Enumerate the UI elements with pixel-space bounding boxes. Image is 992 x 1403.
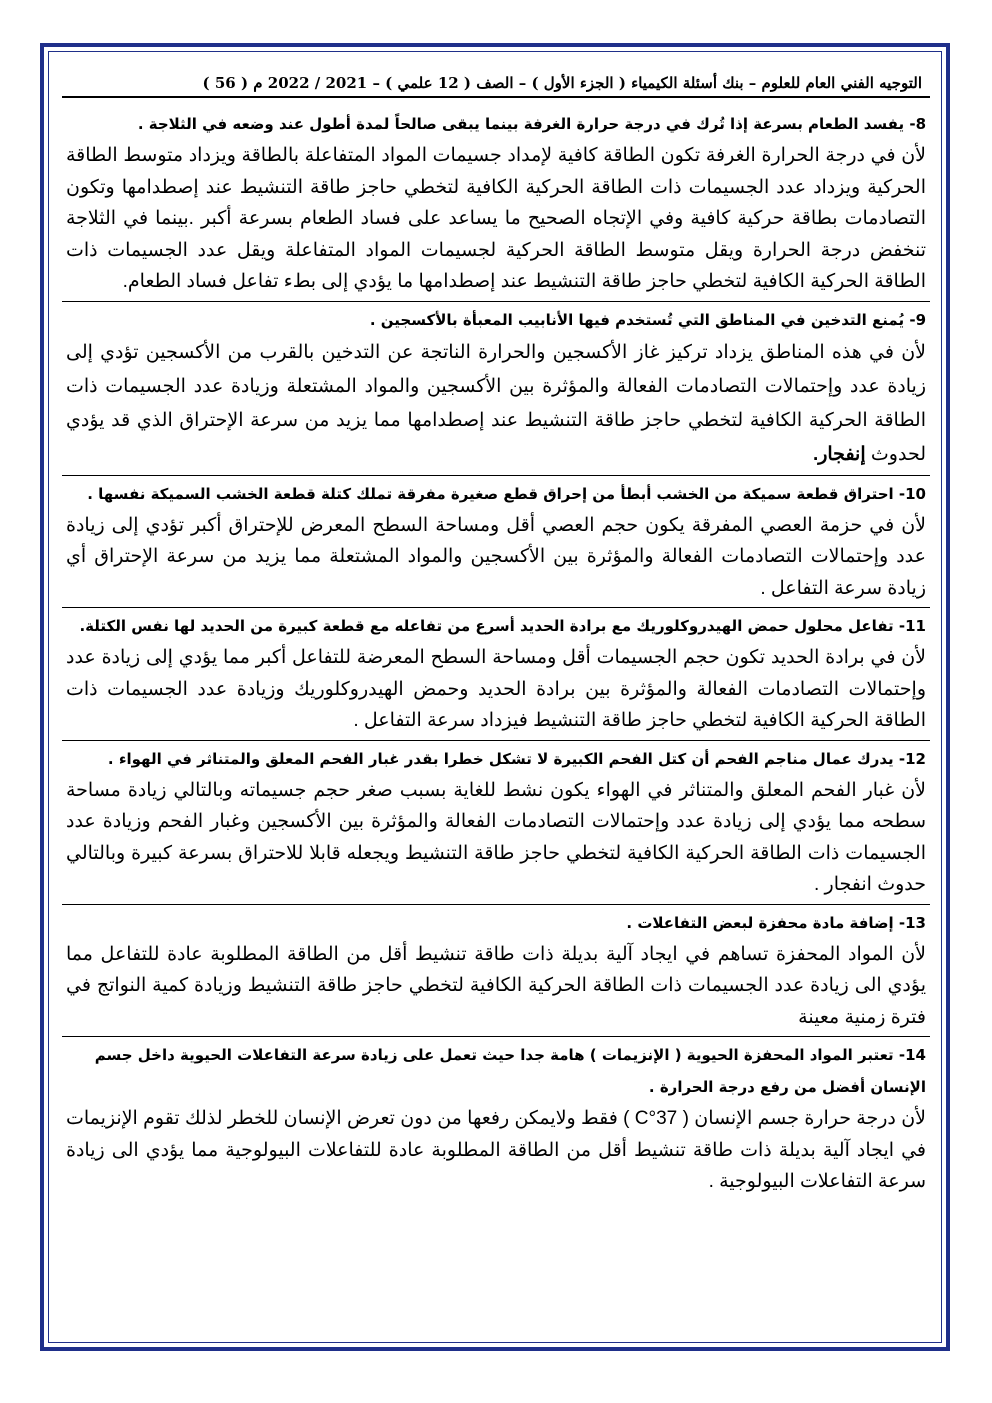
question-10: 10- احتراق قطعة سميكة من الخشب أبطأ من إحراق قطع صغيرة مفرقة تملك كتلة قطعة الخشب السميكة نفسها . — [87, 484, 926, 503]
divider — [62, 475, 930, 476]
answer-9-end: إنفجار. — [812, 443, 866, 465]
document-page — [62, 62, 930, 1198]
question-9: 9- يُمنع التدخين في المناطق التي تُستخدم فيها الأنابيب المعبأة بالأكسجين . — [369, 310, 926, 329]
answer-8: لأن في درجة الحرارة الغرفة تكون الطاقة كافية لإمداد جسيمات المواد المتفاعلة بالطاقة ويزداد متوسط الطاقة الحركية ويزداد عدد الجسيمات ذات الطاقة الحركية الكافية لتخطي حاجز طاقة التنشيط عند إصطدامها وتكون التصادمات بطاقة حركية كافية وفي الإتجاه الصحيح ما يساعد على فساد الطعام بسرعة أكبر .بينما في الثلاجة تنخفض درجة الحرارة ويقل متوسط الطاقة الحركية لجسيمات المواد المتفاعلة ويقل عدد الجسيمات ذات الطاقة الحركية الكافية لتخطي حاجز طاقة التنشيط عند إصطدامها ما يؤدي إلى بطء تفاعل فساد الطعام. — [66, 145, 926, 292]
answer-14: لأن درجة حرارة جسم الإنسان ( 37°C ) فقط ولايمكن رفعها من دون تعرض الإنسان للخطر لذلك تقوم الإنزيمات في ايجاد آلية بديلة ذات طاقة تنشيط أقل من الطاقة المطلوبة عادة للتفاعلات البيولوجية مما يؤدي الى زيادة سرعة التفاعلات البيولوجية . — [66, 1108, 926, 1192]
answer-9-text: لأن في هذه المناطق يزداد تركيز غاز الأكسجين والحرارة الناتجة عن التدخين بالقرب من الأكسجين تؤدي إلى زيادة عدد وإحتمالات التصادمات الفعالة والمؤثرة بين الأكسجين والمواد المشتعلة وزيادة عدد الجسيمات ذات الطاقة الحركية الكافية لتخطي حاجز طاقة التنشيط عند إصطدامها مما يزيد من سرعة الإحتراق الذي قد يؤدي لحدوث — [66, 341, 926, 465]
question-12: 12- يدرك عمال مناجم الفحم أن كتل الفحم الكبيرة لا تشكل خطرا بقدر غبار الفحم المعلق والمتناثر في الهواء . — [107, 749, 926, 768]
divider — [62, 1036, 930, 1037]
question-14: 14- تعتبر المواد المحفزة الحيوية ( الإنزيمات ) هامة جدا حيث تعمل على زيادة سرعة التفاعلات الحيوية داخل جسم الإنسان أفضل من رفع درجة الحرارة . — [94, 1046, 926, 1096]
answer-13: لأن المواد المحفزة تساهم في ايجاد آلية بديلة ذات طاقة تنشيط أقل من الطاقة المطلوبة عادة للتفاعل مما يؤدي الى زيادة عدد الجسيمات ذات الطاقة الحركية الكافية لتخطي حاجز طاقة التنشيط وزيادة كمية النواتج في فترة زمنية معينة — [66, 943, 926, 1028]
question-8: 8- يفسد الطعام بسرعة إذا تُرك في درجة حرارة الغرفة بينما يبقى صالحاً لمدة أطول عند وضعه في الثلاجة . — [137, 115, 926, 133]
page-header: التوجيه الفني العام للعلوم – بنك أسئلة الكيمياء ( الجزء الأول ) – الصف ( 12 علمي ) – 2021 / 2022 م ( 56 ) — [62, 62, 930, 98]
question-11: 11- تفاعل محلول حمض الهيدروكلوريك مع برادة الحديد أسرع من تفاعله مع قطعة كبيرة من الحديد لها نفس الكتلة. — [79, 617, 926, 635]
divider — [62, 740, 930, 741]
divider — [62, 607, 930, 608]
answer-11: لأن في برادة الحديد تكون حجم الجسيمات أقل ومساحة السطح المعرضة للتفاعل أكبر مما يؤدي إلى زيادة عدد وإحتمالات التصادمات الفعالة والمؤثرة بين برادة الحديد وحمض الهيدروكلوريك وزيادة عدد الجسيمات ذات الطاقة الحركية الكافية لتخطي حاجز طاقة التنشيط فيزداد سرعة التفاعل . — [66, 647, 926, 731]
answer-12: لأن غبار الفحم المعلق والمتناثر في الهواء يكون نشط للغاية بسبب صغر حجم جسيماته وبالتالي زيادة مساحة سطحه مما يؤدي إلى زيادة عدد وإحتمالات التصادمات الفعالة والمؤثرة بين الأكسجين وغبار الفحم وزيادة عدد الجسيمات ذات الطاقة الحركية الكافية لتخطي حاجز طاقة التنشيط ويجعله قابلا للاحتراق بسرعة كبيرة وبالتالي حدوث انفجار . — [66, 779, 926, 895]
question-13: 13- إضافة مادة محفزة لبعض التفاعلات . — [626, 913, 926, 932]
divider — [62, 904, 930, 905]
answer-10: لأن في حزمة العصي المفرقة يكون حجم العصي أقل ومساحة السطح المعرض للإحتراق أكبر تؤدي إلى زيادة عدد وإحتمالات التصادمات الفعالة والمؤثرة بين الأكسجين والمواد المشتعلة مما يزيد من سرعة الإحتراق أي زيادة سرعة التفاعل . — [66, 514, 926, 599]
divider — [62, 301, 930, 302]
answer-9 — [62, 336, 930, 472]
